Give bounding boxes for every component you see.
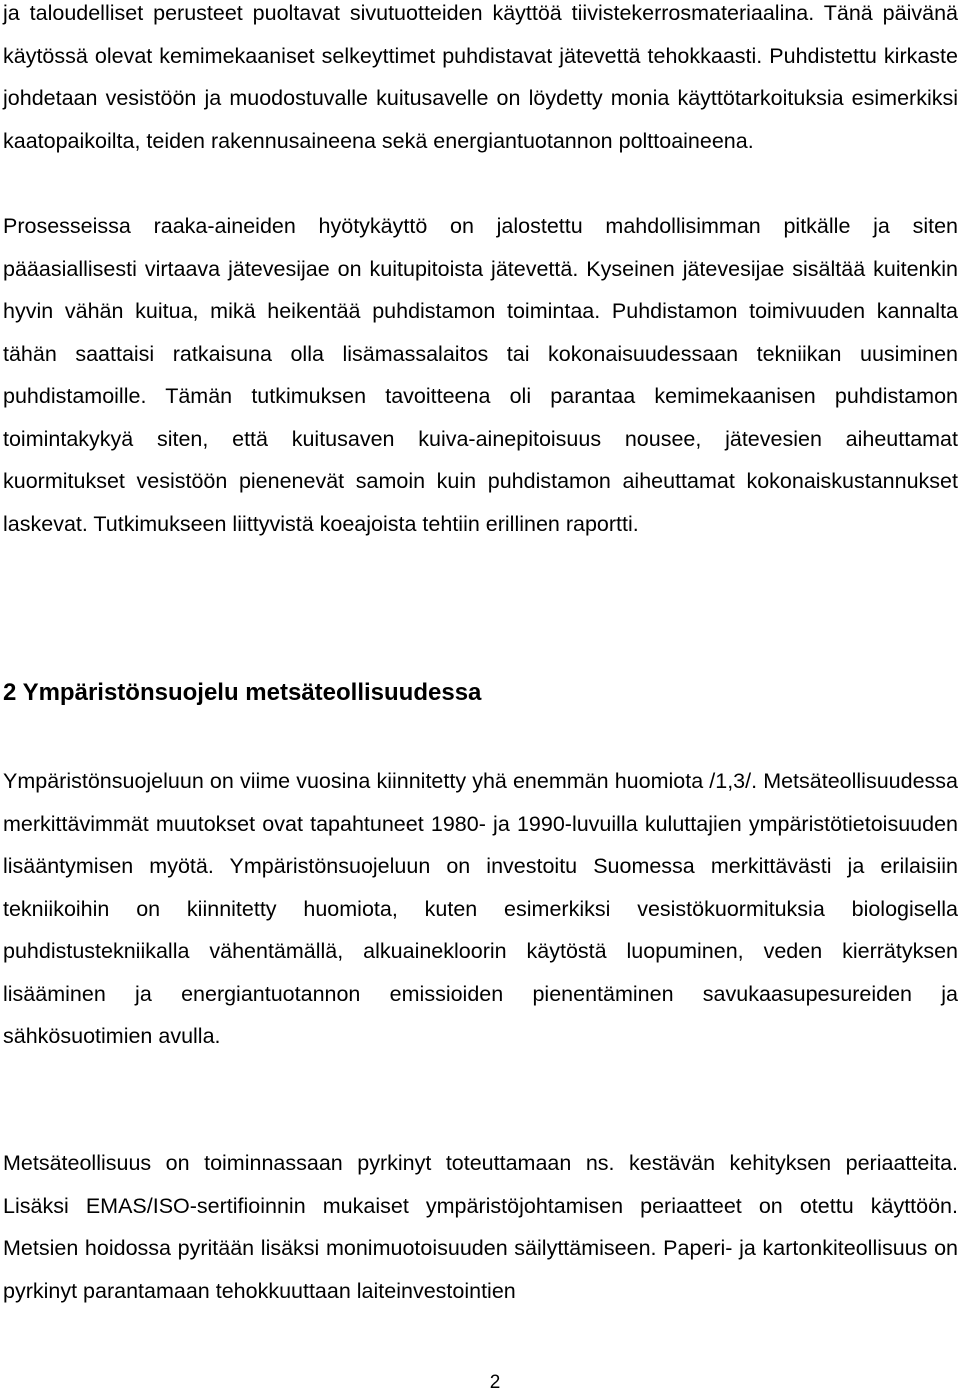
paragraph-intro-continuation: ja taloudelliset perusteet puoltavat sivutuotteiden käyttöä tiivistekerrosmateriaalina. Tänä päivänä käytössä olevat kemimekaaniset selkeyttimet puhdistavat jätevettä tehokkaasti. Puhdistettu kirkaste johdetaan vesistöön ja muodostuvalle kuitusavelle on löydetty monia käyttötarkoituksia esimerkiksi kaatopaikoilta, teiden rakennusaineena sekä energiantuotannon polttoaineena.	[3, 1, 958, 153]
paragraph-sustainable-development: Metsäteollisuus on toiminnassaan pyrkinyt toteuttamaan ns. kestävän kehityksen periaatteita. Lisäksi EMAS/ISO-sertifioinnin mukaiset ympäristöjohtamisen periaatteet on otettu käyttöön. Metsien hoidossa pyritään lisäksi monimuotoisuuden säilyttämiseen. Paperi- ja kartonkiteollisuus on pyrkinyt parantamaan tehokkuuttaan laiteinvestointien	[3, 1151, 958, 1303]
page-number: 2	[489, 1372, 501, 1393]
paragraph-environmental-protection: Ympäristönsuojeluun on viime vuosina kiinnitetty yhä enemmän huomiota /1,3/. Metsäteollisuudessa merkittävimmät muutokset ovat tapahtuneet 1980- ja 1990-luvuilla kuluttajien ympäristötietoisuuden lisääntymisen myötä. Ympäristönsuojeluun on investoitu Suomessa merkittävästi ja erilaisiin tekniikoihin on kiinnitetty huomiota, kuten esimerkiksi vesistökuormituksia biologisella puhdistustekniikalla vähentämällä, alkuainekloorin käytöstä luopuminen, veden kierrätyksen lisääminen ja energiantuotannon emissioiden pienentäminen savukaasupesureiden ja sähkösuotimien avulla.	[3, 769, 958, 1048]
paragraph-processes: Prosesseissa raaka-aineiden hyötykäyttö on jalostettu mahdollisimman pitkälle ja siten pääasiallisesti virtaava jätevesijae on kuitupitoista jätevettä. Kyseinen jätevesijae sisältää kuitenkin hyvin vähän kuitua, mikä heikentää puhdistamon toimintaa. Puhdistamon toimivuuden kannalta tähän saattaisi ratkaisuna olla lisämassalaitos tai kokonaisuudessaan tekniikan uusiminen puhdistamoille. Tämän tutkimuksen tavoitteena oli parantaa kemimekaanisen puhdistamon toimintakykyä siten, että kuitusaven kuiva-ainepitoisuus nousee, jätevesien aiheuttamat kuormitukset vesistöön pienenevät samoin kuin puhdistamon aiheuttamat kokonaiskustannukset laskevat. Tutkimukseen liittyvistä koeajoista tehtiin erillinen raportti.	[3, 214, 958, 536]
section-heading: 2 Ympäristönsuojelu metsäteollisuudessa	[3, 679, 482, 706]
document-page	[3, 0, 958, 1303]
